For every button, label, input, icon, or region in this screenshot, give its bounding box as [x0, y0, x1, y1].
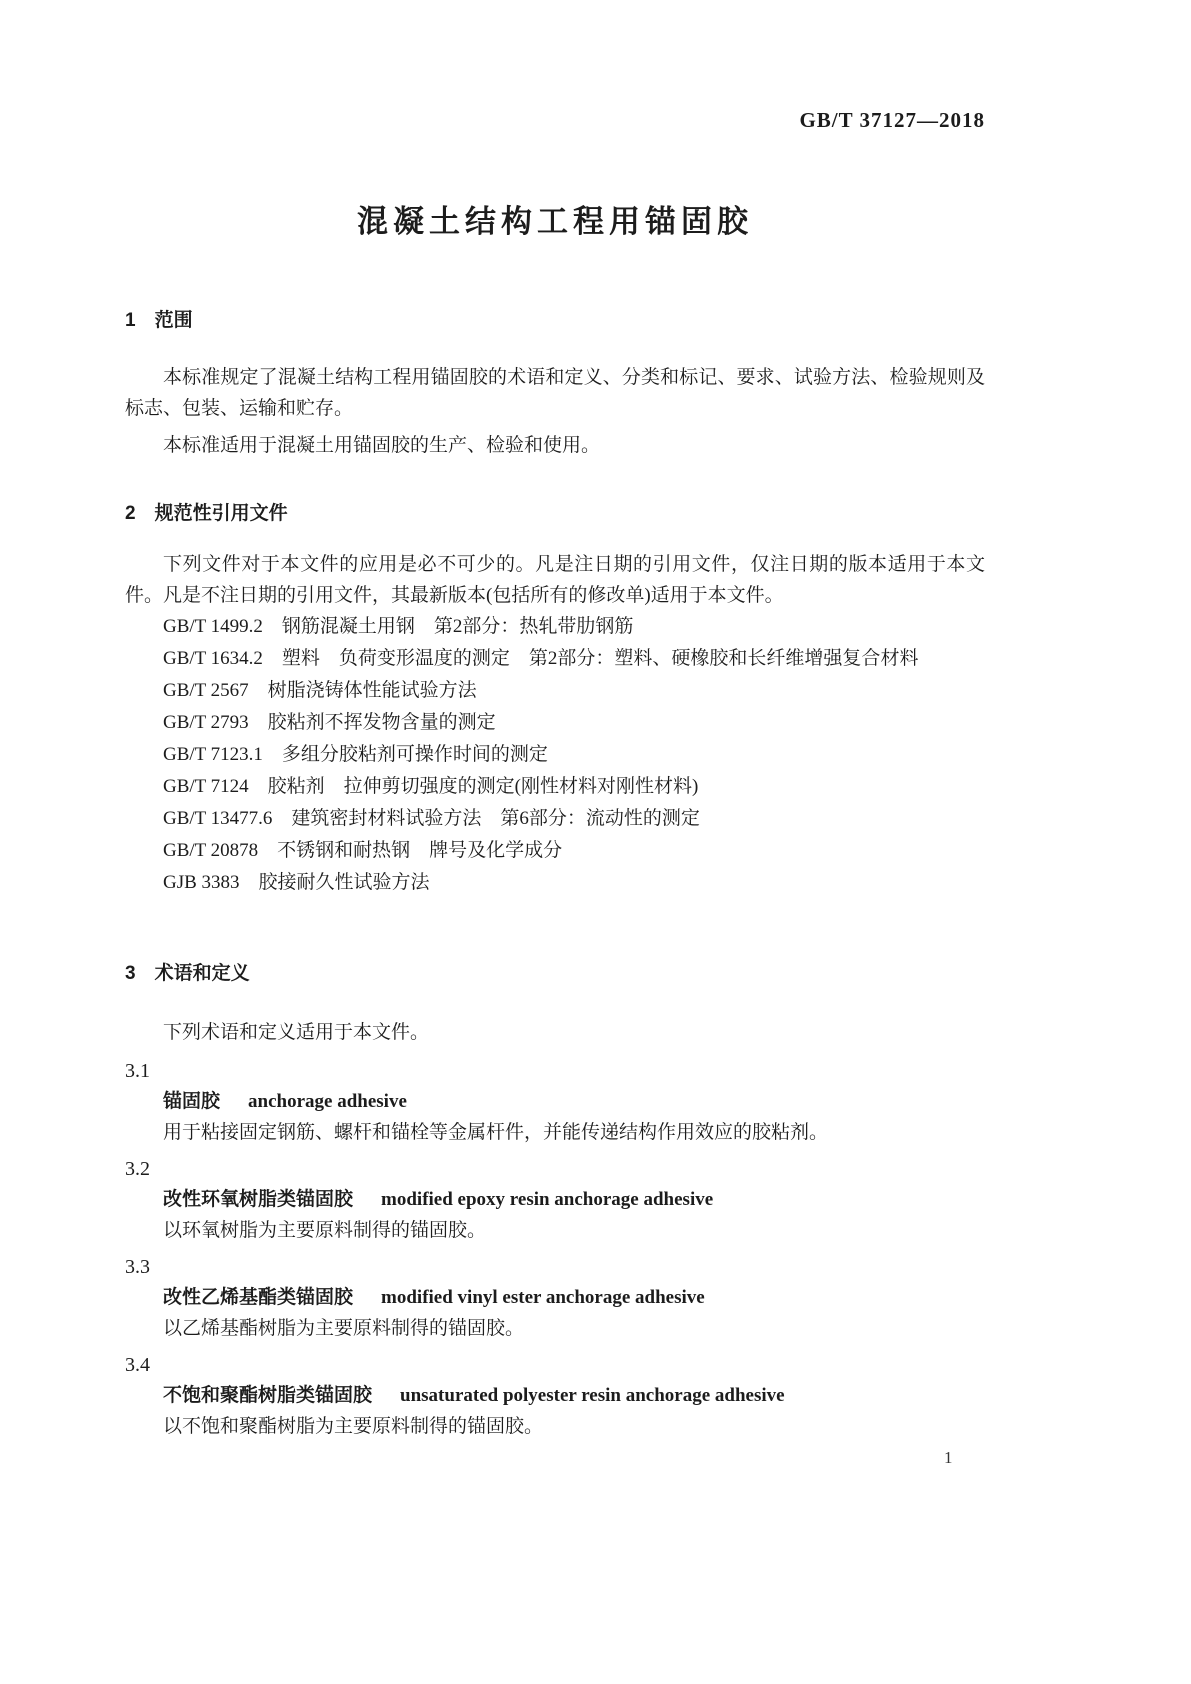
section-3-intro: 下列术语和定义适用于本文件。 [163, 1022, 430, 1043]
term-title [125, 1380, 985, 1411]
term-number: 3.1 [125, 1060, 150, 1082]
term-english: modified vinyl ester anchorage adhesive [381, 1287, 705, 1308]
section-3-heading: 3 术语和定义 [125, 963, 250, 984]
section-2-intro: 下列文件对于本文件的应用是必不可少的。凡是注日期的引用文件，仅注日期的版本适用于本文件。凡是不注日期的引用文件，其最新版本(包括所有的修改单)适用于本文件。 [125, 554, 985, 606]
reference-item: GB/T 20878 不锈钢和耐热钢 牌号及化学成分 [163, 840, 563, 861]
term-number: 3.4 [125, 1354, 150, 1376]
term-entry-3-3 [125, 1252, 985, 1344]
term-chinese: 不饱和聚酯树脂类锚固胶 [163, 1385, 373, 1406]
section-2-heading: 2 规范性引用文件 [125, 503, 288, 524]
standard-code: GB/T 37127—2018 [799, 108, 985, 132]
reference-item: GB/T 13477.6 建筑密封材料试验方法 第6部分：流动性的测定 [163, 808, 700, 829]
reference-item: GB/T 1634.2 塑料 负荷变形温度的测定 第2部分：塑料、硬橡胶和长纤维增强复合材料 [163, 648, 919, 669]
normative-references-list [125, 611, 985, 899]
reference-item: GB/T 2567 树脂浇铸体性能试验方法 [163, 680, 477, 701]
term-number: 3.3 [125, 1256, 150, 1278]
term-chinese: 改性乙烯基酯类锚固胶 [163, 1287, 354, 1308]
term-entry-3-4 [125, 1350, 985, 1442]
term-title [125, 1282, 985, 1313]
term-chinese: 锚固胶 [163, 1091, 221, 1112]
term-definition: 以不饱和聚酯树脂为主要原料制得的锚固胶。 [163, 1416, 544, 1437]
section-1-paragraph-1: 本标准规定了混凝土结构工程用锚固胶的术语和定义、分类和标记、要求、试验方法、检验规则及标志、包装、运输和贮存。 [125, 367, 985, 419]
term-definition: 用于粘接固定钢筋、螺杆和锚栓等金属杆件，并能传递结构作用效应的胶粘剂。 [163, 1122, 829, 1143]
term-chinese: 改性环氧树脂类锚固胶 [163, 1189, 354, 1210]
page-number: 1 [944, 1448, 953, 1467]
reference-item: GB/T 7123.1 多组分胶粘剂可操作时间的测定 [163, 744, 548, 765]
section-1-heading: 1 范围 [125, 310, 193, 331]
term-english: modified epoxy resin anchorage adhesive [381, 1189, 714, 1210]
term-entry-3-2 [125, 1154, 985, 1246]
reference-item: GB/T 1499.2 钢筋混凝土用钢 第2部分：热轧带肋钢筋 [163, 616, 634, 637]
term-definition: 以乙烯基酯树脂为主要原料制得的锚固胶。 [163, 1318, 525, 1339]
term-definition: 以环氧树脂为主要原料制得的锚固胶。 [163, 1220, 487, 1241]
document-title: 混凝土结构工程用锚固胶 [357, 204, 753, 239]
reference-item: GB/T 2793 胶粘剂不挥发物含量的测定 [163, 712, 496, 733]
term-number: 3.2 [125, 1158, 150, 1180]
term-english: unsaturated polyester resin anchorage adhesive [400, 1385, 785, 1406]
section-1-paragraph-2: 本标准适用于混凝土用锚固胶的生产、检验和使用。 [163, 435, 601, 456]
term-english: anchorage adhesive [248, 1091, 407, 1112]
term-entry-3-1 [125, 1056, 985, 1148]
reference-item: GJB 3383 胶接耐久性试验方法 [163, 872, 430, 893]
reference-item: GB/T 7124 胶粘剂 拉伸剪切强度的测定(刚性材料对刚性材料) [163, 776, 699, 797]
term-title [125, 1086, 985, 1117]
term-title [125, 1184, 985, 1215]
